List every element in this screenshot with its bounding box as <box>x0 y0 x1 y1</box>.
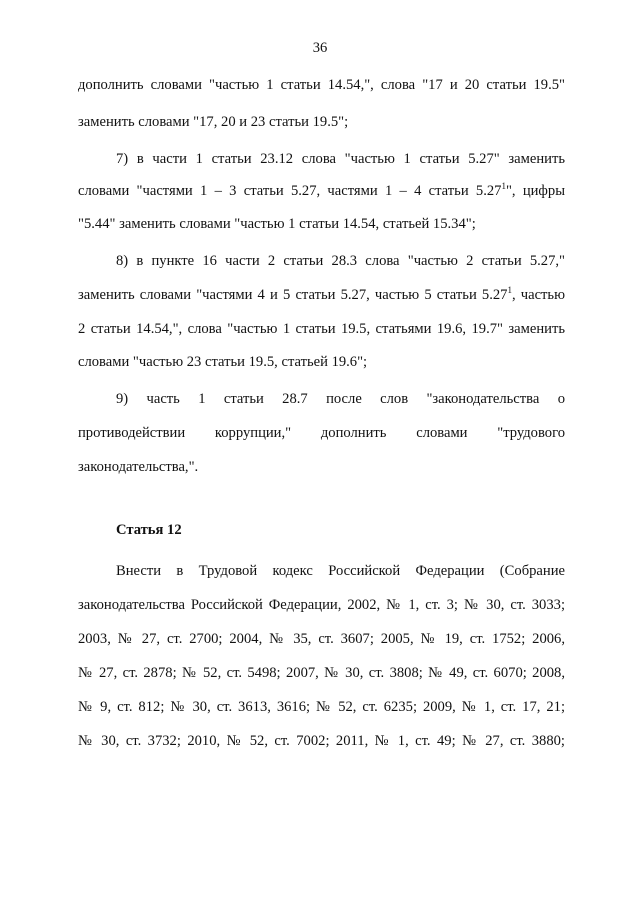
text-line: 7) в части 1 статьи 23.12 слова "частью 1 статьи 5.27" заменить <box>116 151 565 167</box>
text-segment: ", цифры <box>505 183 565 199</box>
text-line: дополнить словами "частью 1 статьи 14.54,", слова "17 и 20 статьи 19.5" <box>78 77 565 93</box>
text-segment: заменить словами "частями 4 и 5 статьи 5.27, частью 5 статьи 5.27 <box>78 287 508 303</box>
text-line: законодательства Российской Федерации, 2002, № 1, ст. 3; № 30, ст. 3033; <box>78 597 565 613</box>
article-heading: Статья 12 <box>116 522 182 538</box>
text-line: законодательства,". <box>78 459 199 475</box>
text-line: 2003, № 27, ст. 2700; 2004, № 35, ст. 3607; 2005, № 19, ст. 1752; 2006, <box>78 631 565 647</box>
text-line: 2 статьи 14.54,", слова "частью 1 статьи 19.5, статьями 19.6, 19.7" заменить <box>78 321 565 337</box>
text-line <box>78 182 565 200</box>
text-line: № 30, ст. 3732; 2010, № 52, ст. 7002; 2011, № 1, ст. 49; № 27, ст. 3880; <box>78 733 565 749</box>
superscript: 1 <box>507 286 512 296</box>
text-line: заменить словами "17, 20 и 23 статьи 19.5"; <box>78 114 349 130</box>
text-line: № 27, ст. 2878; № 52, ст. 5498; 2007, № 30, ст. 3808; № 49, ст. 6070; 2008, <box>78 665 565 681</box>
text-line <box>78 286 565 304</box>
text-line: 8) в пункте 16 части 2 статьи 28.3 слова "частью 2 статьи 5.27," <box>116 253 565 269</box>
text-segment: словами "частями 1 – 3 статьи 5.27, частями 1 – 4 статьи 5.27 <box>78 183 502 199</box>
text-line: словами "частью 23 статьи 19.5, статьей 19.6"; <box>78 354 368 370</box>
text-segment: , частью <box>511 287 565 303</box>
superscript: 1 <box>501 182 506 192</box>
text-line: № 9, ст. 812; № 30, ст. 3613, 3616; № 52, ст. 6235; 2009, № 1, ст. 17, 21; <box>78 699 565 715</box>
text-line: Внести в Трудовой кодекс Российской Федерации (Собрание <box>116 563 565 579</box>
text-line: "5.44" заменить словами "частью 1 статьи 14.54, статьей 15.34"; <box>78 216 476 232</box>
text-line: противодействии коррупции," дополнить словами "трудового <box>78 425 565 441</box>
text-line: 9) часть 1 статьи 28.7 после слов "законодательства о <box>116 391 565 407</box>
page-number: 36 <box>312 40 328 56</box>
